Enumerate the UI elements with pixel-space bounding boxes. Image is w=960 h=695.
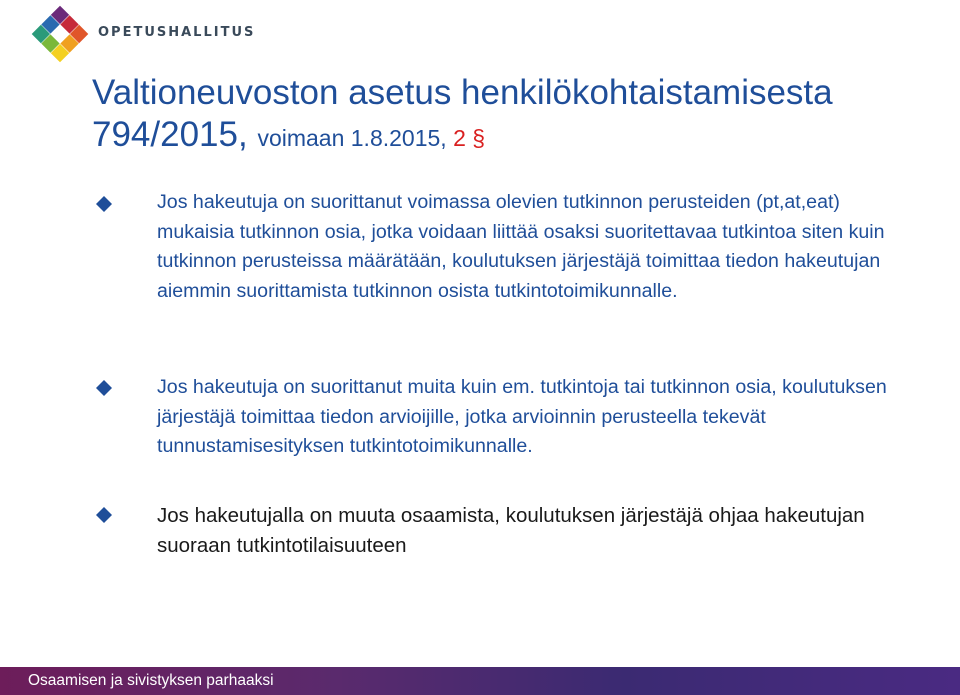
diamond-bullet-icon — [96, 507, 112, 523]
footer — [0, 665, 960, 695]
title-effective-date: voimaan 1.8.2015, — [257, 125, 454, 151]
bullet-item-2: Jos hakeutuja on suorittanut muita kuin em. tutkintoja tai tutkinnon osia, koulutuksen järjestäjä toimittaa tiedon arvioijille, jotka arvioinnin perusteella tekevät tunnustamisesityksen tutkintotoimikunnalle. — [157, 376, 887, 457]
org-name: OPETUSHALLITUS — [98, 25, 256, 40]
title-number: 794/2015, — [92, 115, 258, 154]
bullet-item-1: Jos hakeutuja on suorittanut voimassa olevien tutkinnon perusteiden (pt,at,eat) mukaisia tutkinnon osia, jotka voidaan liittää osaksi suoritettavaa tutkintoa siten kuin tutkinnon perusteissa määrätään, koulutuksen järjestäjä toimittaa tiedon hakeutujan aiemmin suorittamista tutkinnon osista tutkintotoimikunnalle. — [157, 191, 885, 302]
footer-slogan: Osaamisen ja sivistyksen parhaaksi — [28, 672, 274, 689]
diamond-bullet-icon — [96, 380, 112, 396]
title-section: 2 § — [453, 125, 486, 151]
diamond-bullet-icon — [96, 196, 112, 212]
bullet-item-3: Jos hakeutujalla on muuta osaamista, koulutuksen järjestäjä ohjaa hakeutujan suoraan tutkintotilaisuuteen — [157, 504, 865, 557]
title-line-1: Valtioneuvoston asetus henkilökohtaistamisesta — [92, 73, 833, 112]
